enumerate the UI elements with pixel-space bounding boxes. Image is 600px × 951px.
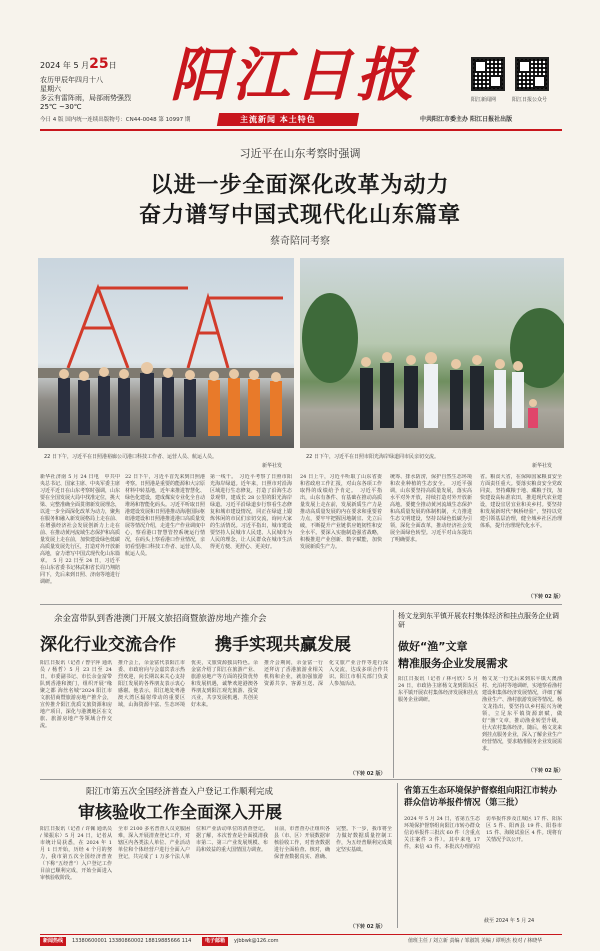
caption-right <box>306 453 536 460</box>
story4-body-2: 目前，市普查办正组织各县（市、区）开展数据审核验收工作，对普查数据进行全面检查、核对，确保普查数据真实、准确、完整。下一步，我市将全力做好数据质量控制工作，为五经普顺利完成奠定坚实基础。 <box>274 826 392 860</box>
qr-label-wechat: 阳江日报公众号 <box>512 97 548 103</box>
story5-headline: 省第五生态环境保护督察组向阳江市转办群众信访举报件情况（第三批） <box>404 786 558 808</box>
divider-1 <box>40 604 562 605</box>
lead-headline-2: 奋力谱写中国式现代化山东篇章 <box>138 203 461 228</box>
story2-kicker: 余金富带队到香港澳门开展文旅招商暨旅游房地产推介会 <box>54 614 267 624</box>
publisher: 中共阳江市委主办 阳江日报社出版 <box>420 116 513 123</box>
lead-col-5: 统筹、排水防涝，保护自然生态环境和农业种植的生态安全。 习近平强调，山东要坚持高质量发展，落实高水平对外开放，持续打造对外开放新高地。要健全推动黄河流域生态保护和高质量发展的体制机制，大力推进生态文明建设，坚持以绿色低碳为引领，深化全面改革，推动经济社会发展全面绿色转型。习近平对山东提出了明确要求。 <box>390 474 472 543</box>
lead-col-1: 新华社济南 5 月 24 日电 中共中央总书记、国家主席、中央军委主席习近平近日在山东考察时强调，山东要在全国发展大局中找准定位，挑大梁、完整准确全面贯彻新发展理念，以进一步全面深化改革为动力，聚焦在服务和融入新发展格局上走在前、在增强经济社会发展创新力上走在前、在推动黄河流域生态保护和高质量发展上走在前，加快建设绿色低碳高质量发展先行区，打造对外开放新高地，奋力谱写中国式现代化山东篇章。 5 月 22 日至 24 日，习近平在山东省委书记林武和省长周乃翔陪同下，先后来到日照、济南等地进行调研。 <box>40 474 120 585</box>
qr-code-website <box>471 57 505 91</box>
date-suffix: 日 <box>108 61 117 70</box>
lead-col-4: 24 日上午，习近平听取了山东省委和省政府工作汇报，对山东各项工作取得的成绩给予肯定。 习近平指出，山东有条件、有基础在推动高质量发展上走在前，发展新质生产力是推动高质量发展的内在要求和重要着力点，要牢牢把握因地制宜、先立后破，不断提升产业链供应链韧性和安全水平。要深入实施制造强省战略，积极推进产业创新、数字赋能，加快发展新质生产力。 <box>300 474 382 550</box>
port-scene <box>38 258 294 448</box>
story2-byline: 阳江日报讯（记者 / 曾宇萍 通讯员 / 杨哲）5 月 23 日至 24 日，市委副书记、市长余金富带队到香港和澳门，组织开展“缘聚之都 海丝名城”2024 阳江市文旅招商暨旅游房地产推介会，宣传推介阳江优质文旅资源和房地产项目，深化与港澳地区在文旅、旅游房地产等领域合作交流。 <box>40 660 112 729</box>
date-day: 25 <box>89 56 109 72</box>
greenway-scene <box>300 258 564 448</box>
weekday: 星期六 <box>40 85 61 93</box>
story2-body: 推介会上，余金富代表阳江市委、市政府向与会嘉宾表示热烈欢迎，向长期以来关心支持阳江发展的各界朋友表示衷心感谢。他表示，阳江地处粤港澳大湾区辐射带动的重要区域，山海资源丰富、生态环境优美，文旅资源独具特色。余金富介绍了阳江在旅游产业、旅游房地产等方面的投资优势和发展机遇，诚挚欢迎港澳各界朋友到阳江观光旅游、投资兴业，共享发展机遇、共创美好未来。 <box>118 660 258 708</box>
lead-col-3: 第一线干。 习近平考察了日照市阳光海岸绿道。近年来，日照市对沿海区域进行生态修复，打造了沿海生态景观带，建成长 28 公里的阳光海岸绿道。习近平沿绿道步行察看生态修复和城市建设情况，同正在绿道上锻炼休闲的市民们亲切交流，询问大家的生活情况。习近平指出，城市建设要坚持人民城市人民建、人民城市为人民的理念，让人民群众在城市生活得更方便、更舒心、更美好。 <box>210 474 292 550</box>
story2-continued: （下转 02 版） <box>350 771 386 777</box>
story4-continued: （下转 02 版） <box>350 924 386 930</box>
hotline-numbers: 13380600001 13380860002 18819885666 114 <box>72 938 192 944</box>
caption-left <box>44 453 294 460</box>
story3-byline: 阳江日报讯（记者 / 林可欣）5 月 24 日，市政协主席杨文龙到阳东区东平镇开展农村集体经济发展和挂点服务企业调研。 <box>398 676 478 703</box>
story4-kicker: 阳江市第五次全国经济普查入户登记工作顺利完成 <box>86 787 274 797</box>
footer-bar <box>40 934 562 935</box>
caption-right-text: 22 日下午，习近平在日照市阳光海岸绿道同市民亲切交流。 <box>306 454 439 460</box>
story-divider-vertical <box>393 610 394 778</box>
email-label: 电子邮箱 <box>202 937 228 946</box>
credit-left: 新华社发 <box>262 463 283 469</box>
caption-left-text: 22 日下午，习近平在日照港裕廊公司港口科技工作者、运营人员、航运人员。 <box>44 454 217 460</box>
story3-headline-1: 做好“渔”文章 <box>398 640 468 653</box>
story3-headline-2: 精准服务企业发展需求 <box>398 657 508 670</box>
edition-info: 今日 4 版 国内统一连续出版物号：CN44-0048 第 10997 期 <box>40 117 191 123</box>
story3-body: 杨文龙一行先后来到东平镇大澳渔村、允泊村等地调研，实地察看渔村建设和集体经济发展情况，详细了解渔业生产、渔村旅游发展等情况。杨文龙指出，要坚持以乡村振兴为统领，立足东平镇资源禀赋，做好“渔”文章，推动渔业转型升级，壮大农村集体经济。随后，杨文龙来到挂点服务企业，深入了解企业生产经营情况，要求精准服务企业发展需求。 <box>482 676 562 752</box>
story4-body: 全市 2100 多名普查人员克服困难，深入开展清查登记工作，对辖区内各类法人单位、产业活动单位和个体经营户进行全面入户登记，共完成了 1 万多个法人单位和产业活动单位的清查登记。据了解，本次普查是全面摸清我市第二、第三产业发展规模、布局和效益的重大国情国力调查。 <box>118 826 268 860</box>
hotline-label: 新闻热线 <box>40 937 66 946</box>
weather: 多云有雷阵雨，局部雨势强烈 <box>40 94 131 102</box>
staff-credits: 值班主任 / 刘立新 责编 / 邹淑凯 美编 / 谭明杰 校对 / 林晓华 <box>408 938 543 944</box>
qr-label-website: 阳江新闻网 <box>471 97 497 103</box>
lunar-date: 农历甲辰年四月十八 <box>40 76 103 84</box>
masthead-title: 阳江日报 <box>170 41 419 109</box>
lead-col-2: 22 日下午，习近平首先来到日照港考察。日照港是重要的能源和大宗原材料中转基地，近年来推进智慧化、绿色化建设，建成煤炭专业化全自动堆场和智能化码头。习近平听取日照港建设发展和日照港推动海港国际枢纽港建设和日照港推进港口高质量发展等情况介绍，走进生产作业调度中心，察看港口智慧管控系统运行情况，在码头上察看港口作业情况，亲切看望港口科技工作者、运营人员、航运人员。 <box>125 474 205 557</box>
lead-headline-1: 以进一步全面深化改革为动力 <box>150 173 450 198</box>
story5-date: 截至 2024 年 5 月 24 <box>484 918 535 924</box>
lead-col-6: 省。粮食大省，在保障国家粮食安全方面责任重大。要落实粮食安全党政同责，坚持藏粮于地、藏粮于技，加快建设高标准农田，推进现代农业建设，建设宜居宜业和美乡村。要坚持和发展新时代“枫桥经验”，坚持以党建引领基层治理，健全城乡社区治理体系，提升治理现代化水平。 <box>480 474 562 529</box>
lead-continued: （下转 02 版） <box>528 594 564 600</box>
story3-continued: （下转 02 版） <box>528 768 564 774</box>
slogan: 主流新闻 本土特色 <box>240 115 316 124</box>
date-prefix: 2024 年 5 月 <box>40 61 90 70</box>
story-divider-vertical-2 <box>397 783 398 928</box>
divider-2 <box>40 779 562 780</box>
story3-kicker: 杨文龙到东平镇开展农村集体经济和挂点服务企业调研 <box>398 612 559 629</box>
email-address: yjbbwk@126.com <box>234 938 279 944</box>
credit-right: 新华社发 <box>532 463 553 469</box>
story4-byline: 阳江日报讯（记者 / 许佩 通讯员 / 梁振东）5 月 24 日，记者从市统计局获悉，在 2024 年 1 月 1 日开始，历经 4 个月的努力，我市第五次全国经济普查（下称“五经普”）入户登记工作目前已顺利完成，开始全面进入审核验收阶段。 <box>40 826 112 881</box>
masthead-date <box>40 56 117 72</box>
temperature: 25℃ ~30℃ <box>40 103 82 111</box>
masthead-divider <box>40 129 562 131</box>
photo-greenway <box>300 258 564 448</box>
story4-headline: 审核验收工作全面深入开展 <box>78 803 282 823</box>
qr-code-wechat <box>515 57 549 91</box>
story2-headline-right: 携手实现共赢发展 <box>215 635 351 655</box>
story2-body-2: 推介会期间，余金富一行还拜访了香港旅游业相关机构和企业，就加强旅游资源共享、客源互送、深化文旅产业合作等进行深入交流，达成多项合作共识。阳江市相关部门负责人参加活动。 <box>264 660 388 687</box>
story5-body: 2024 年 5 月 24 日，省第五生态环境保护督察组向阳江市转办群众信访举报件三批次 60 件（含重点关注案件 3 件）。其中来电 17 件，来信 43 件。本批次办理的信访举报件涉及江城区 17 件、阳东区 5 件、阳西县 19 件、阳春市 15 件、海陵试验区 4 件。现将有关情况予以公开。 <box>404 816 562 850</box>
photo-port <box>38 258 294 448</box>
story2-headline-left: 深化行业交流合作 <box>40 635 176 655</box>
lead-subhead: 蔡奇陪同考察 <box>270 236 330 247</box>
lead-kicker: 习近平在山东考察时强调 <box>239 147 361 160</box>
